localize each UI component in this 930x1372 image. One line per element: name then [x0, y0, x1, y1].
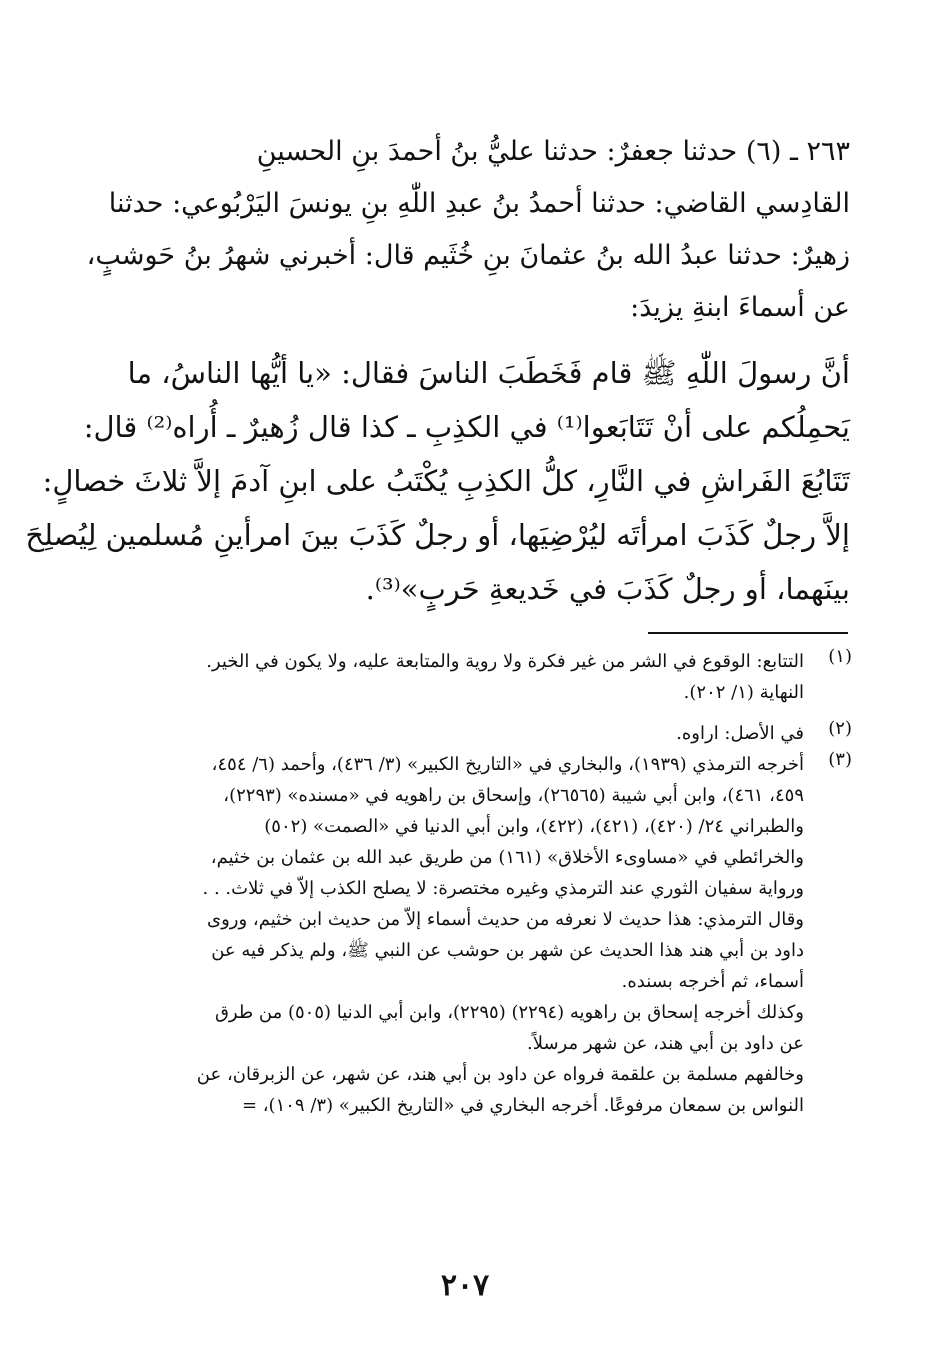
footnote-line: النهاية (١/ ٢٠٢). — [683, 682, 804, 703]
matn-line: تَتَابُعَ الفَراشِ في النَّارِ، كلُّ الكذِبِ يُكْتَبُ على ابنِ آدمَ إلاَّ ثلاثَ خصالٍ: — [42, 464, 850, 498]
matn-line: إلاَّ رجلٌ كَذَبَ امرأتَه ليُرْضِيَها، أو رجلٌ كَذَبَ بينَ امرأينِ مُسلمين لِيُصلِحَ — [25, 518, 850, 552]
matn-line: يَحمِلُكم على أنْ تَتَابَعوا⁽¹⁾ في الكذِبِ ـ كذا قال زُهيرٌ ـ أُراه⁽²⁾ قال: — [83, 410, 850, 444]
footnote-line: أسماء، ثم أخرجه بسنده. — [621, 971, 804, 992]
footnote-separator — [648, 632, 848, 634]
isnad-line: القادِسي القاضي: حدثنا أحمدُ بنُ عبدِ اللّٰهِ بنِ يونسَ اليَرْبُوعي: حدثنا — [108, 188, 850, 219]
footnote-line: النواس بن سمعان مرفوعًا. أخرجه البخاري في «التاريخ الكبير» (٣/ ١٠٩)، = — [241, 1095, 804, 1116]
footnote-line: والخرائطي في «مساوىء الأخلاق» (١٦١) من طريق عبد الله بن عثمان بن خثيم، — [210, 847, 804, 868]
matn-line: بينَهما، أو رجلٌ كَذَبَ في خَديعةِ حَربٍ»⁽³⁾. — [365, 572, 850, 606]
footnote-1 — [118, 646, 852, 708]
isnad-line: ٢٦٣ ـ (٦) حدثنا جعفرٌ: حدثنا عليُّ بنُ أحمدَ بنِ الحسينِ — [256, 136, 850, 167]
footnote-line: في الأصل: اراوه. — [676, 723, 804, 744]
footnote-line: ورواية سفيان الثوري عند الترمذي وغيره مختصرة: لا يصلح الكذب إلاّ في ثلاث. . . — [202, 878, 804, 899]
matn-block — [25, 346, 850, 616]
footnote-3 — [118, 749, 852, 1121]
footnote-line: ٤٥٩، ٤٦١)، وابن أبي شيبة (٢٦٥٦٥)، وإسحاق بن راهويه في «مسنده» (٢٢٩٣)، — [223, 785, 804, 806]
footnote-line: وكذلك أخرجه إسحاق بن راهويه (٢٢٩٤) (٢٢٩٥)، وابن أبي الدنيا (٥٠٥) من طرق — [214, 1002, 804, 1023]
footnote-line: والطبراني ٢٤/ (٤٢٠)، (٤٢١)، (٤٢٢)، وابن أبي الدنيا في «الصمت» (٥٠٢) — [264, 816, 804, 837]
isnad-line: زهيرٌ: حدثنا عبدُ الله بنُ عثمانَ بنِ خُثَيم قال: أخبرني شهرُ بنُ حَوشبٍ، — [86, 240, 850, 271]
page-number: ٢٠٧ — [440, 1268, 490, 1303]
footnote-line: وخالفهم مسلمة بن علقمة فرواه عن داود بن أبي هند، عن شهر، عن الزبرقان، عن — [196, 1064, 804, 1085]
footnote-2 — [118, 718, 852, 749]
footnote-line: عن داود بن أبي هند، عن شهر مرسلاً. — [527, 1033, 804, 1054]
footnote-line: داود بن أبي هند هذا الحديث عن شهر بن حوشب عن النبي ﷺ، ولم يذكر فيه عن — [211, 940, 804, 961]
footnote-line: وقال الترمذي: هذا حديث لا نعرفه من حديث أسماء إلاّ من حديث ابن خثيم، وروى — [207, 909, 804, 930]
footnotes — [118, 646, 852, 1121]
footnote-line: التتابع: الوقوع في الشر من غير فكرة ولا روية والمتابعة عليه، ولا يكون في الخير. — [206, 651, 804, 672]
matn-line: أنَّ رسولَ اللّٰهِ ﷺ قام فَخَطَبَ الناسَ فقال: «يا أيُّها الناسُ، ما — [127, 356, 850, 390]
footnote-number: (١) — [828, 646, 852, 667]
footnote-number: (٣) — [828, 749, 852, 770]
isnad-line: عن أسماءَ ابنةِ يزيدَ: — [630, 292, 850, 323]
footnote-line: أخرجه الترمذي (١٩٣٩)، والبخاري في «التاريخ الكبير» (٣/ ٤٣٦)، وأحمد (٦/ ٤٥٤، — [211, 754, 804, 775]
footnote-number: (٢) — [828, 718, 852, 739]
isnad-block — [86, 126, 850, 334]
